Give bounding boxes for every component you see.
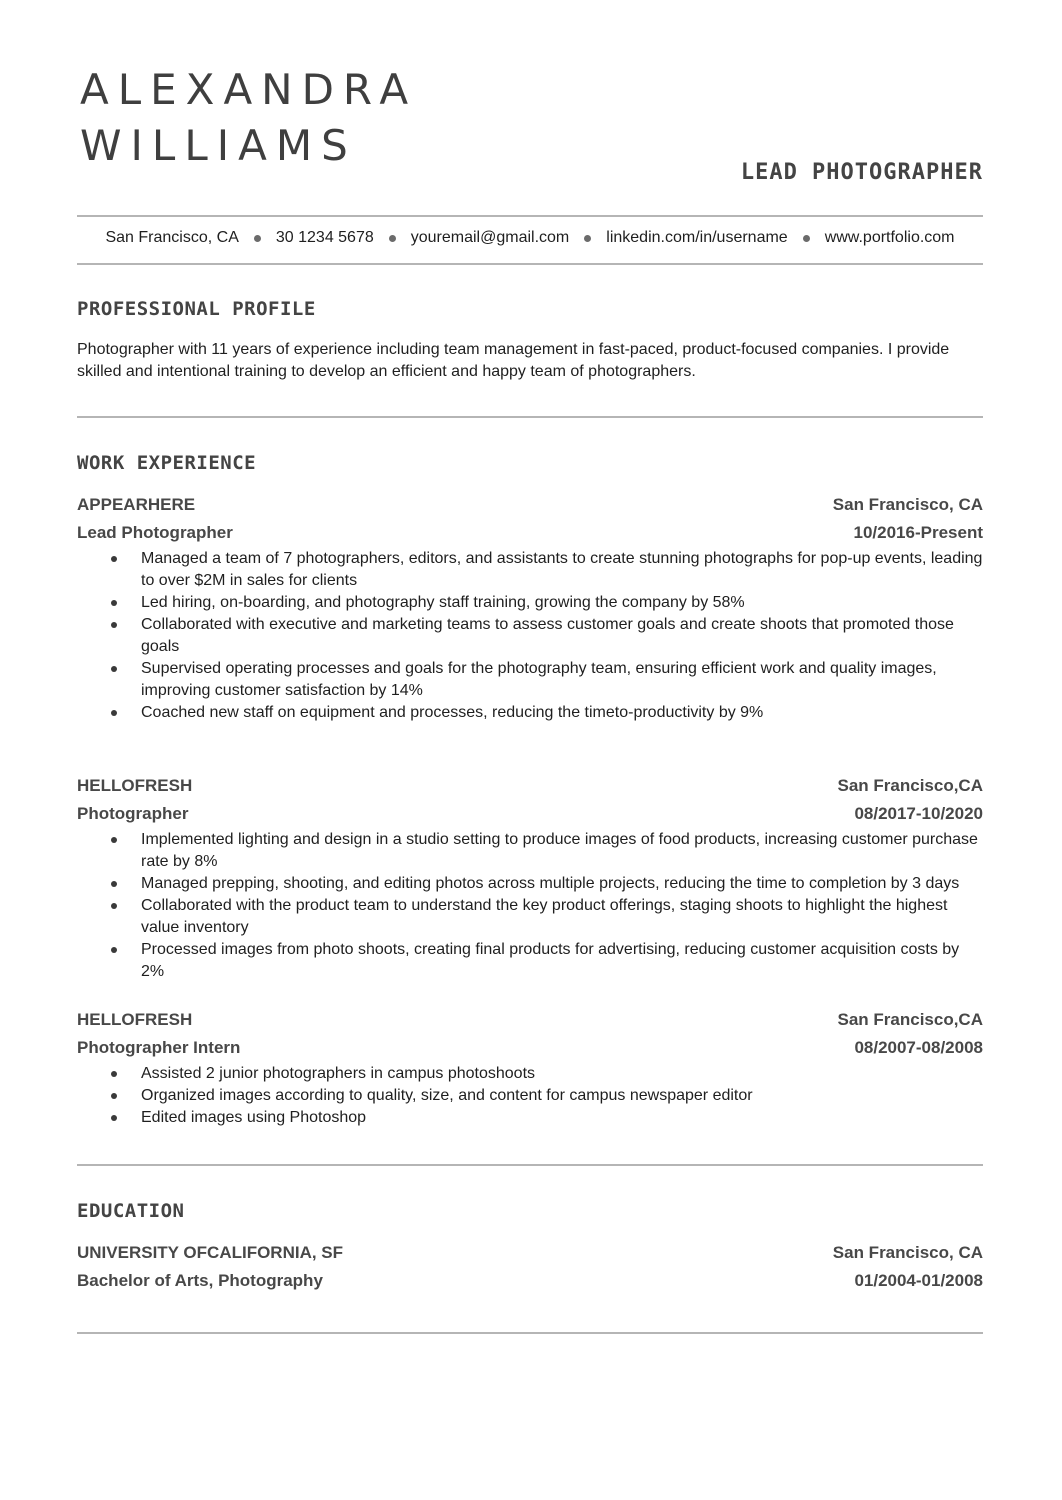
- section-title-experience: WORK EXPERIENCE: [77, 452, 257, 474]
- job-title: LEAD PHOTOGRAPHER: [740, 160, 983, 185]
- list-item: Led hiring, on-boarding, and photography staff training, growing the company by 58%: [77, 592, 983, 614]
- job-dates: 08/2017-10/2020: [854, 804, 983, 823]
- divider: [77, 215, 983, 217]
- job-role: Photographer Intern: [77, 1038, 241, 1057]
- job-entry: [77, 772, 983, 983]
- divider: [77, 1332, 983, 1334]
- education-dates: 01/2004-01/2008: [854, 1271, 983, 1290]
- list-item: Collaborated with executive and marketing teams to assess customer goals and create shoots that promoted those goals: [77, 614, 983, 658]
- contact-website: www.portfolio.com: [824, 229, 955, 246]
- job-company: HELLOFRESH: [77, 776, 193, 795]
- job-dates: 10/2016-Present: [853, 523, 983, 542]
- job-dates: 08/2007-08/2008: [854, 1038, 983, 1057]
- contact-linkedin: linkedin.com/in/username: [606, 229, 788, 246]
- job-bullets: [77, 1063, 983, 1129]
- list-item: Processed images from photo shoots, creating final products for advertising, reducing customer acquisition costs by 2%: [77, 939, 983, 983]
- contact-bar: [77, 226, 983, 250]
- list-item: Supervised operating processes and goals for the photography team, ensuring efficient work and quality images, improving customer satisfaction by 14%: [77, 658, 983, 702]
- degree: Bachelor of Arts, Photography: [77, 1271, 323, 1290]
- job-bullets: [77, 829, 983, 983]
- candidate-name: [80, 62, 417, 174]
- list-item: Coached new staff on equipment and processes, reducing the timeto-productivity by 9%: [77, 702, 983, 724]
- education-entry: [77, 1239, 983, 1295]
- list-item: Edited images using Photoshop: [77, 1107, 983, 1129]
- bullet-dot-icon: [584, 235, 591, 242]
- divider: [77, 1164, 983, 1166]
- job-entry: [77, 1006, 983, 1129]
- contact-location: San Francisco, CA: [105, 229, 239, 246]
- divider: [77, 263, 983, 265]
- bullet-dot-icon: [254, 235, 261, 242]
- job-location: San Francisco,CA: [837, 1010, 983, 1029]
- job-bullets: [77, 548, 983, 724]
- job-entry: [77, 491, 983, 724]
- section-title-education: EDUCATION: [77, 1200, 185, 1222]
- list-item: Assisted 2 junior photographers in campus photoshoots: [77, 1063, 983, 1085]
- profile-text: Photographer with 11 years of experience including team management in fast-paced, product-focused companies. I provide skilled and intentional training to develop an efficient and happy team of photographers.: [77, 341, 950, 380]
- list-item: Organized images according to quality, size, and content for campus newspaper editor: [77, 1085, 983, 1107]
- school-location: San Francisco, CA: [832, 1243, 983, 1262]
- school-name: UNIVERSITY OFCALIFORNIA, SF: [77, 1243, 344, 1262]
- bullet-dot-icon: [389, 235, 396, 242]
- list-item: Collaborated with the product team to understand the key product offerings, staging shoots to highlight the highest value inventory: [77, 895, 983, 939]
- contact-email: youremail@gmail.com: [410, 229, 570, 246]
- job-location: San Francisco, CA: [832, 495, 983, 514]
- job-company: HELLOFRESH: [77, 1010, 193, 1029]
- bullet-dot-icon: [803, 235, 810, 242]
- job-role: Lead Photographer: [77, 523, 233, 542]
- first-name: ALEXANDRA: [80, 65, 418, 114]
- contact-phone: 30 1234 5678: [275, 229, 374, 246]
- section-title-profile: PROFESSIONAL PROFILE: [77, 298, 316, 320]
- list-item: Managed prepping, shooting, and editing photos across multiple projects, reducing the time to completion by 3 days: [77, 873, 983, 895]
- divider: [77, 416, 983, 418]
- job-company: APPEARHERE: [77, 495, 196, 514]
- job-location: San Francisco,CA: [837, 776, 983, 795]
- list-item: Managed a team of 7 photographers, editors, and assistants to create stunning photographs for pop-up events, leading to over $2M in sales for clients: [77, 548, 983, 592]
- job-role: Photographer: [77, 804, 189, 823]
- list-item: Implemented lighting and design in a studio setting to produce images of food products, increasing customer purchase rate by 8%: [77, 829, 983, 873]
- last-name: WILLIAMS: [80, 121, 357, 170]
